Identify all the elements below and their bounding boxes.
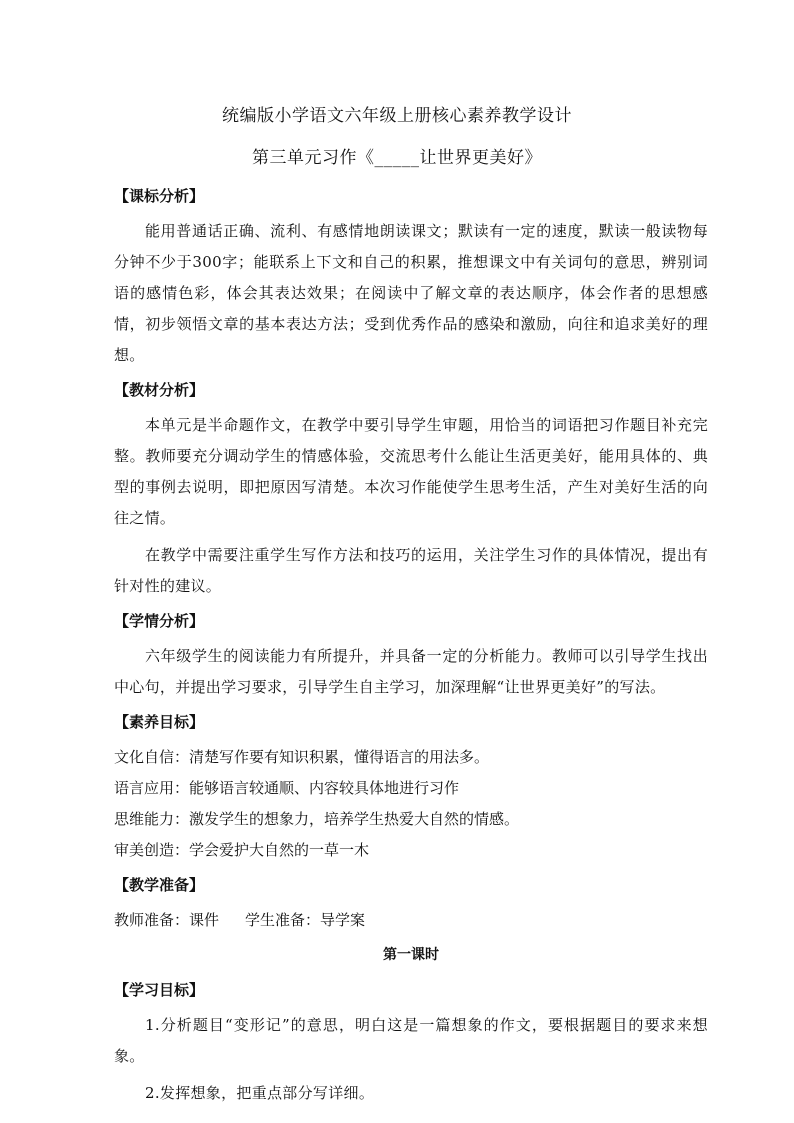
section-heading-curriculum: 【课标分析】: [114, 187, 205, 205]
document-body: [114, 181, 708, 1109]
literacy-item-thinking: 思维能力：激发学生的想象力，培养学生热爱大自然的情感。: [114, 810, 520, 828]
textbook-paragraph-2: 在教学中需要注重学生写作方法和技巧的运用，关注学生习作的具体情况，提出有针对性的建议。: [114, 546, 708, 595]
literacy-item-culture: 文化自信：清楚写作要有知识积累，懂得语言的用法多。: [114, 748, 490, 766]
section-heading-preparation: 【教学准备】: [114, 876, 205, 894]
student-preparation: 学生准备：导学案: [245, 911, 366, 929]
literacy-item-aesthetic: 审美创造：学会爱护大自然的一草一木: [114, 841, 370, 859]
preparation-line: [114, 905, 708, 936]
curriculum-paragraph: 能用普通话正确、流利、有感情地朗读课文；默读有一定的速度，默读一般读物每分钟不少于300字；能联系上下文和自己的积累，推想课文中有关词句的意思，辨别词语的感情色彩，体会其表达效果；在阅读中了解文章的表达顺序，体会作者的思想感情，初步领悟文章的基本表达方法；受到优秀作品的感染和激励，向往和追求美好的理想。: [114, 222, 708, 364]
objective-item-1: 1.分析题目“变形记”的意思，明白这是一篇想象的作文，要根据题目的要求来想象。: [114, 1016, 708, 1065]
document-subtitle: 第三单元习作《_____让世界更美好》: [252, 148, 542, 168]
literacy-item-language: 语言应用：能够语言较通顺、内容较具体地进行习作: [114, 779, 460, 797]
document-title: 统编版小学语文六年级上册核心素养教学设计: [222, 106, 572, 126]
section-heading-literacy: 【素养目标】: [114, 713, 205, 731]
teacher-preparation: 教师准备：课件: [114, 911, 220, 929]
section-heading-learners: 【学情分析】: [114, 612, 205, 630]
section-heading-objectives: 【学习目标】: [114, 981, 205, 999]
lesson-title: 第一课时: [383, 947, 439, 963]
learners-paragraph: 六年级学生的阅读能力有所提升，并具备一定的分析能力。教师可以引导学生找出中心句，并提出学习要求，引导学生自主学习，加深理解“让世界更美好”的写法。: [114, 647, 708, 696]
objective-item-2: 2.发挥想象，把重点部分写详细。: [145, 1084, 375, 1102]
textbook-paragraph-1: 本单元是半命题作文，在教学中要引导学生审题，用恰当的词语把习作题目补充完整。教师要充分调动学生的情感体验，交流思考什么能让生活更美好，能用具体的、典型的事例去说明，即把原因写清楚。本次习作能使学生思考生活，产生对美好生活的向往之情。: [114, 416, 708, 527]
section-heading-textbook: 【教材分析】: [114, 381, 205, 399]
